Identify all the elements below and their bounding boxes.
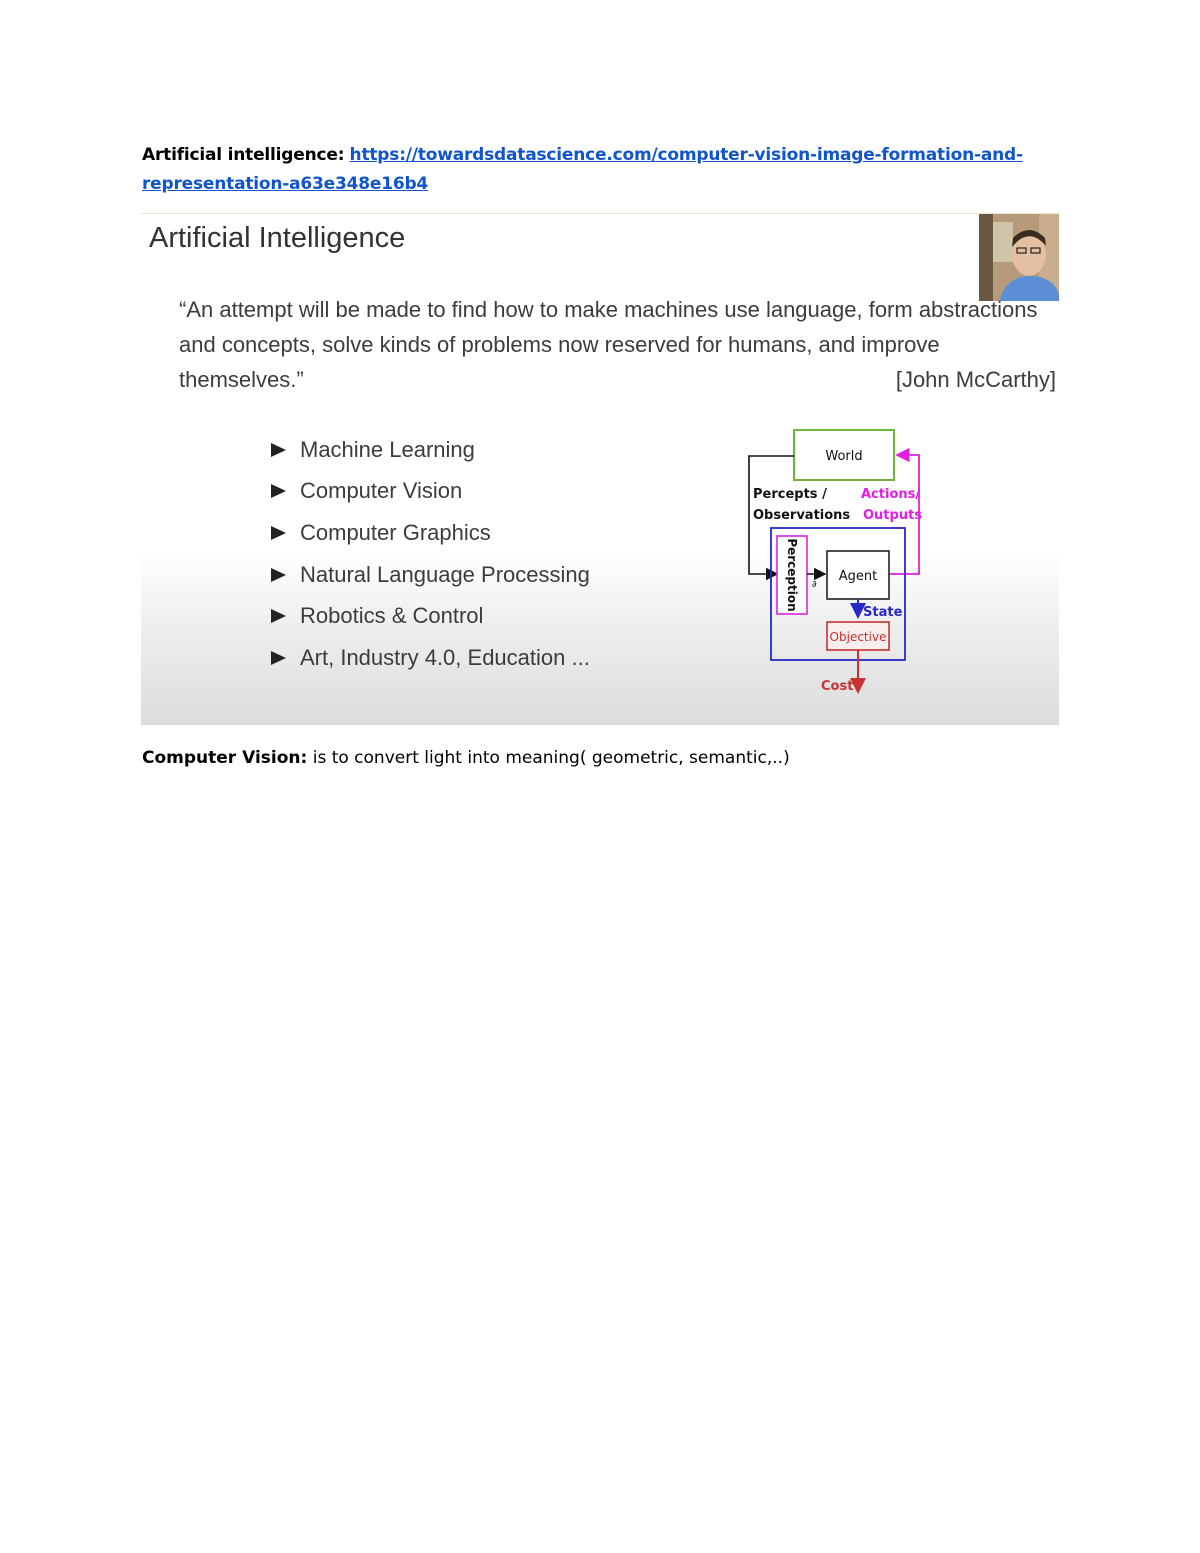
intro-label: Artificial intelligence: <box>142 145 345 165</box>
slide-title: Artificial Intelligence <box>149 222 406 254</box>
quote-author: [John McCarthy] <box>895 367 1056 392</box>
objective-label: Objective <box>829 630 887 644</box>
cv-text: is to convert light into meaning( geometric, semantic,..) <box>307 748 790 768</box>
actions-label-2: Outputs <box>863 508 923 523</box>
percepts-label-2: Observations <box>753 508 851 523</box>
list-item: Natural Language Processing <box>271 554 590 596</box>
agent-world-diagram <box>739 424 929 704</box>
triangle-bullet-icon <box>271 526 286 540</box>
agent-label: Agent <box>838 569 878 584</box>
actions-label-1: Actions/ <box>861 487 921 502</box>
quote-text: “An attempt will be made to find how to make machines use language, form abstractions and concepts, solve kinds of problems now reserved for humans, and improve themselves.” <box>179 297 1038 392</box>
triangle-bullet-icon <box>271 443 286 457</box>
list-item: Robotics & Control <box>271 595 590 637</box>
triangle-bullet-icon <box>271 651 286 665</box>
world-label: World <box>825 449 863 464</box>
mccarthy-quote <box>179 292 1059 397</box>
state-label: State <box>863 605 903 620</box>
cv-label: Computer Vision: <box>142 748 308 768</box>
list-item: Art, Industry 4.0, Education ... <box>271 637 590 679</box>
list-item: Computer Vision <box>271 471 590 513</box>
cost-label: Cost <box>821 679 854 694</box>
svg-text:∂: ∂ <box>812 580 817 590</box>
list-item: Computer Graphics <box>271 512 590 554</box>
triangle-bullet-icon <box>271 609 286 623</box>
article-link[interactable]: https://towardsdatascience.com/computer-vision-image-formation-and-representation-a63e348e16b4 <box>142 145 1023 194</box>
presenter-webcam-image <box>979 214 1059 301</box>
triangle-bullet-icon <box>271 568 286 582</box>
slide-screenshot <box>141 213 1059 725</box>
ai-fields-list <box>271 429 590 679</box>
perception-label: Perception <box>785 538 799 612</box>
triangle-bullet-icon <box>271 484 286 498</box>
intro-paragraph <box>142 141 1042 199</box>
percepts-label-1: Percepts / <box>753 487 827 502</box>
list-item: Machine Learning <box>271 429 590 471</box>
computer-vision-paragraph <box>142 744 1042 773</box>
